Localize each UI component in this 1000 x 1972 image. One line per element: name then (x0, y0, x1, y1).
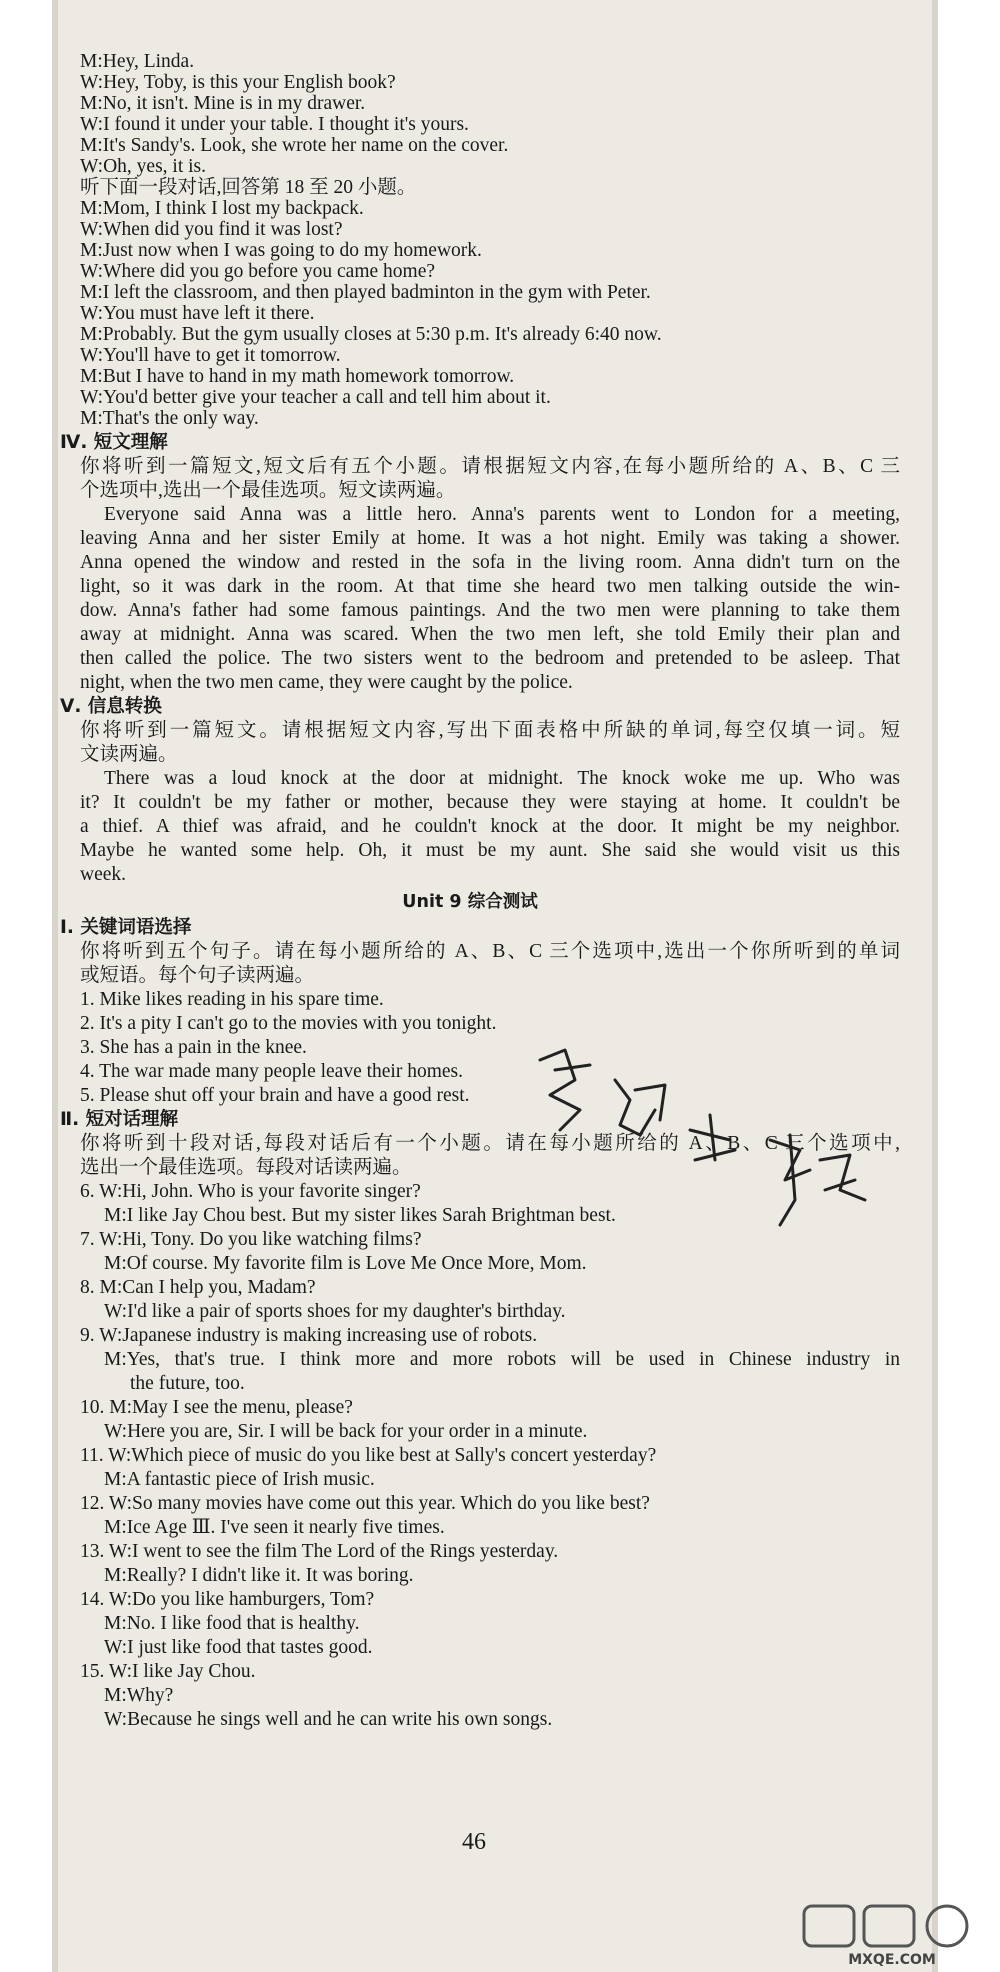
text-line: 你将听到一篇短文,短文后有五个小题。请根据短文内容,在每小题所给的 A、B、C 三 (80, 456, 900, 477)
text-line: 9. W:Japanese industry is making increasing use of robots. (80, 1325, 538, 1346)
text-line: 11. W:Which piece of music do you like best at Sally's concert yesterday? (80, 1445, 657, 1466)
text-line: W:I'd like a pair of sports shoes for my daughter's birthday. (104, 1301, 566, 1322)
text-line: light, so it was dark in the room. At that time she heard two men talking outside the win- (80, 576, 900, 597)
text-line: 3. She has a pain in the knee. (80, 1037, 307, 1058)
text-line: M:That's the only way. (80, 408, 259, 429)
section-heading: Ⅴ. 信息转换 (60, 696, 162, 717)
text-line: the future, too. (130, 1373, 245, 1394)
text-line: Anna opened the window and rested in the sofa in the living room. Anna didn't turn on the (80, 552, 900, 573)
page-number: 46 (462, 1829, 486, 1855)
section-heading: Ⅱ. 短对话理解 (60, 1109, 179, 1130)
unit-title: Unit 9 综合测试 (402, 892, 538, 912)
text-line: 听下面一段对话,回答第 18 至 20 小题。 (80, 177, 417, 198)
text-line: 或短语。每个句子读两遍。 (80, 965, 315, 986)
text-line: leaving Anna and her sister Emily at home. It was a hot night. Emily was taking a shower. (80, 528, 900, 549)
text-line: 个选项中,选出一个最佳选项。短文读两遍。 (80, 480, 456, 501)
text-line: M:Ice Age Ⅲ. I've seen it nearly five times. (104, 1517, 445, 1538)
text-line: dow. Anna's father had some famous paintings. And the two men were planning to take them (80, 600, 900, 621)
text-line: 选出一个最佳选项。每段对话读两遍。 (80, 1157, 412, 1178)
text-line: W:Here you are, Sir. I will be back for your order in a minute. (104, 1421, 588, 1442)
text-line: There was a loud knock at the door at midnight. The knock woke me up. Who was (104, 768, 900, 789)
watermark-logo (792, 1898, 992, 1968)
text-line: W:I found it under your table. I thought it's yours. (80, 114, 469, 135)
text-line: W:Hey, Toby, is this your English book? (80, 72, 396, 93)
text-line: Maybe he wanted some help. Oh, it must be my aunt. She said she would visit us this (80, 840, 900, 861)
text-line: M:No, it isn't. Mine is in my drawer. (80, 93, 366, 114)
text-line: a thief. A thief was afraid, and he couldn't knock at the door. It might be my neighbor. (80, 816, 900, 837)
watermark-text: MXQE.COM (848, 1952, 936, 1968)
text-line: 14. W:Do you like hamburgers, Tom? (80, 1589, 375, 1610)
text-line: 10. M:May I see the menu, please? (80, 1397, 353, 1418)
text-line: W:I just like food that tastes good. (104, 1637, 373, 1658)
text-line: M:I left the classroom, and then played badminton in the gym with Peter. (80, 282, 651, 303)
text-line: M:Hey, Linda. (80, 51, 195, 72)
text-line: 文读两遍。 (80, 744, 178, 765)
text-line: 5. Please shut off your brain and have a good rest. (80, 1085, 470, 1106)
text-line: 2. It's a pity I can't go to the movies with you tonight. (80, 1013, 497, 1034)
text-line: 13. W:I went to see the film The Lord of the Rings yesterday. (80, 1541, 559, 1562)
text-line: 12. W:So many movies have come out this year. Which do you like best? (80, 1493, 650, 1514)
text-line: it? It couldn't be my father or mother, because they were staying at home. It couldn't be (80, 792, 900, 813)
text-line: 8. M:Can I help you, Madam? (80, 1277, 316, 1298)
text-line: 1. Mike likes reading in his spare time. (80, 989, 384, 1010)
page-right-edge (932, 0, 938, 1972)
section-heading: Ⅰ. 关键词语选择 (60, 917, 192, 938)
text-line: M:Of course. My favorite film is Love Me Once More, Mom. (104, 1253, 587, 1274)
text-line: W:You'd better give your teacher a call and tell him about it. (80, 387, 551, 408)
text-line: Everyone said Anna was a little hero. Anna's parents went to London for a meeting, (104, 504, 900, 525)
text-line: M:Just now when I was going to do my homework. (80, 240, 482, 261)
text-line: M:Why? (104, 1685, 174, 1706)
text-line: W:Because he sings well and he can write his own songs. (104, 1709, 553, 1730)
text-line: M:Really? I didn't like it. It was boring. (104, 1565, 414, 1586)
text-line: 你将听到五个句子。请在每小题所给的 A、B、C 三个选项中,选出一个你所听到的单词 (80, 941, 900, 962)
text-line: 6. W:Hi, John. Who is your favorite singer? (80, 1181, 421, 1202)
text-line: 你将听到十段对话,每段对话后有一个小题。请在每小题所给的 A、B、C 三个选项中, (80, 1133, 900, 1154)
text-line: M:I like Jay Chou best. But my sister likes Sarah Brightman best. (104, 1205, 616, 1226)
text-line: W:Where did you go before you came home? (80, 261, 436, 282)
text-line: W:When did you find it was lost? (80, 219, 343, 240)
text-line: 你将听到一篇短文。请根据短文内容,写出下面表格中所缺的单词,每空仅填一词。短 (80, 720, 900, 741)
section-heading: Ⅳ. 短文理解 (60, 432, 168, 453)
text-line: 4. The war made many people leave their homes. (80, 1061, 464, 1082)
text-line: M:Probably. But the gym usually closes at 5:30 p.m. It's already 6:40 now. (80, 324, 662, 345)
text-line: W:You'll have to get it tomorrow. (80, 345, 341, 366)
text-line: M:Mom, I think I lost my backpack. (80, 198, 364, 219)
text-line: M:But I have to hand in my math homework tomorrow. (80, 366, 515, 387)
handwritten-scribble (520, 1040, 900, 1240)
text-line: away at midnight. Anna was scared. When the two men left, she told Emily their plan and (80, 624, 900, 645)
text-line: then called the police. The two sisters went to the bedroom and pretended to be asleep. That (80, 648, 900, 669)
text-line: M:No. I like food that is healthy. (104, 1613, 360, 1634)
page-left-edge (52, 0, 58, 1972)
text-line: M:Yes, that's true. I think more and more robots will be used in Chinese industry in (104, 1349, 900, 1370)
text-line: week. (80, 864, 127, 885)
text-line: M:It's Sandy's. Look, she wrote her name on the cover. (80, 135, 509, 156)
text-line: W:You must have left it there. (80, 303, 315, 324)
text-line: night, when the two men came, they were caught by the police. (80, 672, 573, 693)
text-line: 15. W:I like Jay Chou. (80, 1661, 256, 1682)
text-line: 7. W:Hi, Tony. Do you like watching films? (80, 1229, 422, 1250)
text-line: M:A fantastic piece of Irish music. (104, 1469, 375, 1490)
text-line: W:Oh, yes, it is. (80, 156, 207, 177)
